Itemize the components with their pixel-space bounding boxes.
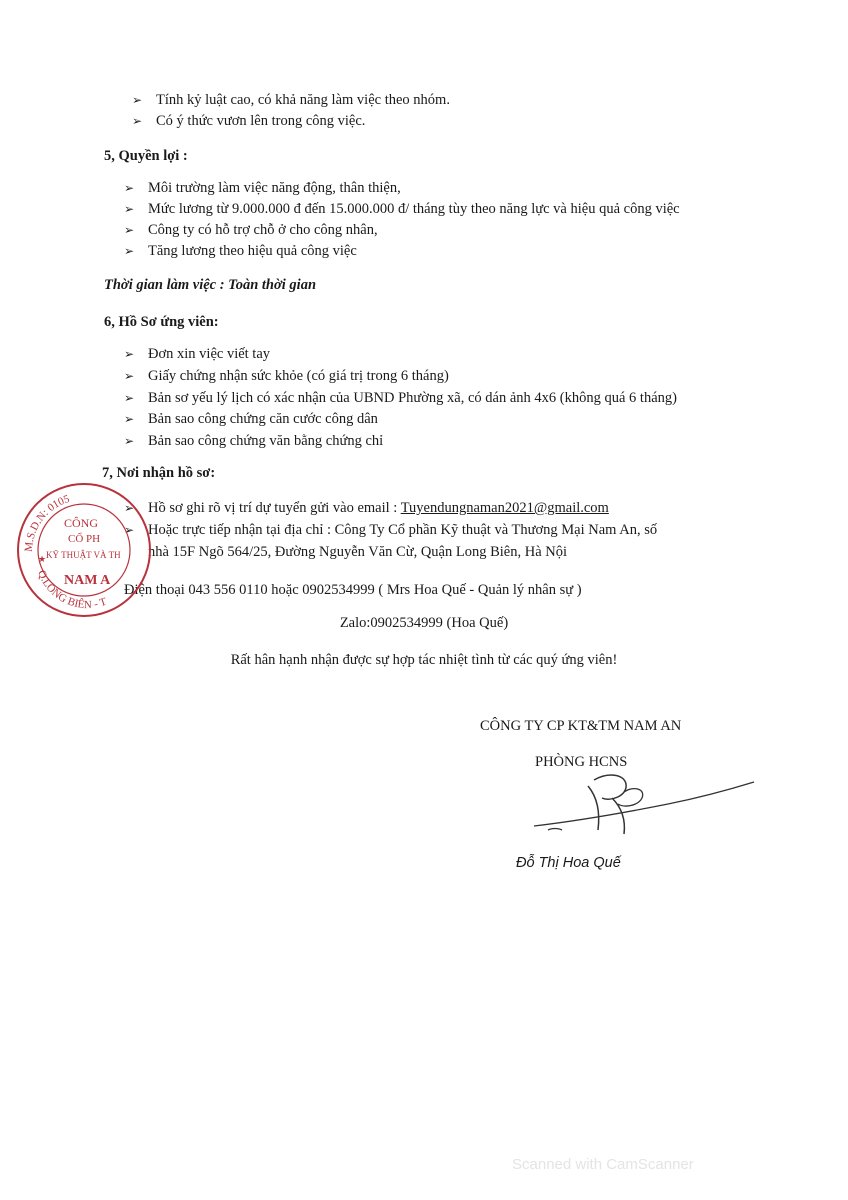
- submission-address-line2: nhà 15F Ngõ 564/25, Đường Nguyễn Văn Cừ, Quận Long Biên, Hà Nội: [148, 544, 568, 560]
- section-heading-documents: 6, Hồ Sơ ứng viên:: [104, 314, 219, 330]
- submission-email-prefix: Hồ sơ ghi rõ vị trí dự tuyển gửi vào email :: [148, 500, 401, 516]
- document-item: Giấy chứng nhận sức khỏe (có giá trị trong 6 tháng): [148, 368, 449, 384]
- signoff-department: PHÒNG HCNS: [535, 754, 628, 770]
- benefit-item: Mức lương từ 9.000.000 đ đến 15.000.000 đ/ tháng tùy theo năng lực và hiệu quả công việc: [148, 201, 680, 217]
- arrowhead-bullet-icon: ➢: [124, 347, 135, 361]
- arrowhead-bullet-icon: ➢: [132, 93, 143, 107]
- contact-zalo: Zalo:0902534999 (Hoa Quế): [339, 615, 509, 631]
- arrowhead-bullet-icon: ➢: [132, 114, 143, 128]
- signoff-name: Đỗ Thị Hoa Quế: [516, 855, 621, 871]
- arrowhead-bullet-icon: ➢: [124, 523, 135, 537]
- section-heading-submission: 7, Nơi nhận hồ sơ:: [102, 465, 216, 481]
- company-stamp: [8, 474, 158, 624]
- arrowhead-bullet-icon: ➢: [124, 412, 135, 426]
- contact-phone: Điện thoại 043 556 0110 hoặc 0902534999 ( Mrs Hoa Quế - Quản lý nhân sự ): [124, 582, 582, 598]
- handwritten-signature: [528, 768, 758, 848]
- stamp-ring-bottom: Q.LONG BIÊN - T: [35, 568, 109, 612]
- arrowhead-bullet-icon: ➢: [124, 391, 135, 405]
- email-link[interactable]: Tuyendungnaman2021@gmail.com: [400, 500, 609, 516]
- stamp-line1: CÔNG: [64, 516, 99, 530]
- submission-item-address: Hoặc trực tiếp nhận tại địa chỉ : Công Ty Cổ phần Kỹ thuật và Thương Mại Nam An, số: [148, 522, 658, 538]
- scanner-watermark: Scanned with CamScanner: [512, 1156, 694, 1173]
- stamp-line3: KỸ THUẬT VÀ TH: [46, 550, 121, 560]
- benefit-item: Tăng lương theo hiệu quả công việc: [148, 243, 357, 259]
- requirement-item: Tính kỷ luật cao, có khả năng làm việc theo nhóm.: [156, 92, 450, 108]
- document-item: Bản sơ yếu lý lịch có xác nhận của UBND Phường xã, có dán ảnh 4x6 (không quá 6 tháng): [148, 390, 677, 406]
- document-item: Bản sao công chứng căn cước công dân: [148, 411, 378, 427]
- signoff-company: CÔNG TY CP KT&TM NAM AN: [480, 718, 682, 734]
- requirement-item: Có ý thức vươn lên trong công việc.: [156, 113, 366, 129]
- arrowhead-bullet-icon: ➢: [124, 223, 135, 237]
- arrowhead-bullet-icon: ➢: [124, 202, 135, 216]
- arrowhead-bullet-icon: ➢: [124, 501, 135, 515]
- submission-item-email: [148, 498, 609, 518]
- stamp-line2: CỔ PH: [68, 533, 101, 545]
- section-heading-benefits: 5, Quyền lợi :: [104, 148, 188, 164]
- benefit-item: Công ty có hỗ trợ chỗ ở cho công nhân,: [148, 222, 378, 238]
- closing-sentence: Rất hân hạnh nhận được sự hợp tác nhiệt tình từ các quý ứng viên!: [230, 652, 618, 668]
- work-time: Thời gian làm việc : Toàn thời gian: [104, 277, 317, 293]
- arrowhead-bullet-icon: ➢: [124, 434, 135, 448]
- arrowhead-bullet-icon: ➢: [124, 181, 135, 195]
- stamp-line4: NAM A: [64, 573, 111, 588]
- stamp-ring-top: M.S.D.N: 0105: [22, 492, 72, 553]
- arrowhead-bullet-icon: ➢: [124, 369, 135, 383]
- document-item: Bản sao công chứng văn bằng chứng chỉ: [148, 433, 384, 449]
- arrowhead-bullet-icon: ➢: [124, 244, 135, 258]
- star-icon: ★: [38, 554, 47, 564]
- benefit-item: Môi trường làm việc năng động, thân thiện,: [148, 180, 401, 196]
- document-item: Đơn xin việc viết tay: [148, 346, 271, 362]
